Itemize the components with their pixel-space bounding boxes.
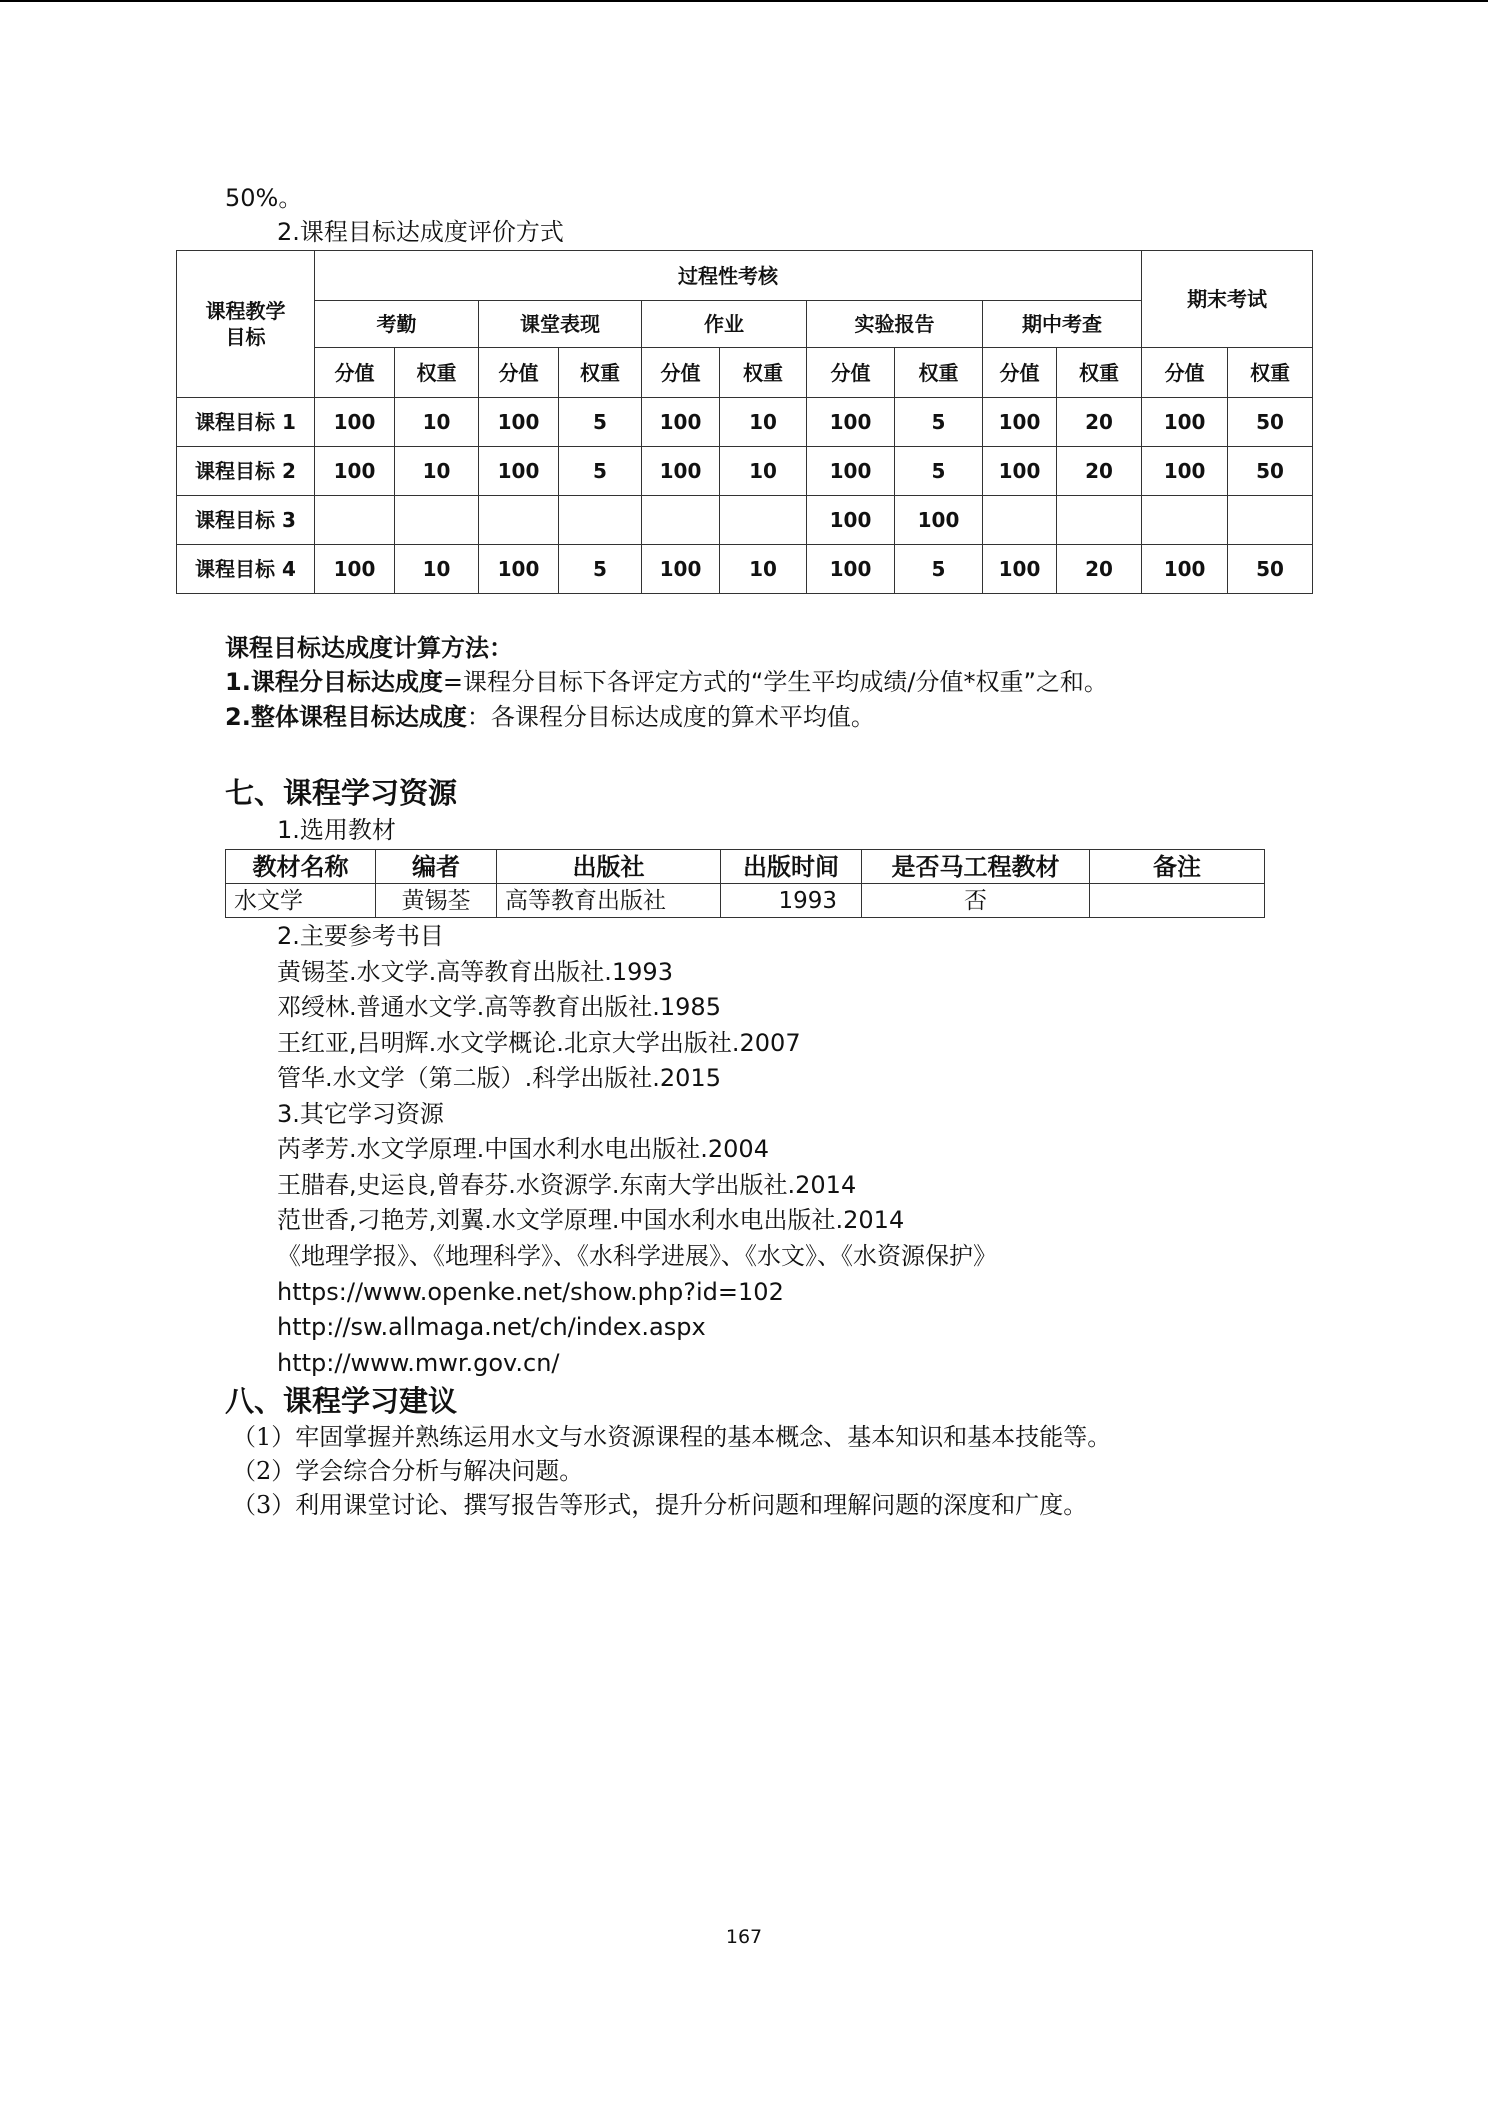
row-target: 课程目标 2 — [177, 447, 315, 496]
cell: 100 — [1142, 545, 1228, 594]
header-score: 分值 — [642, 348, 720, 398]
header-weight: 权重 — [1057, 348, 1142, 398]
cell: 100 — [642, 447, 720, 496]
advice-item: （2）学会综合分析与解决问题。 — [232, 1457, 584, 1485]
row-target: 课程目标 4 — [177, 545, 315, 594]
header-weight: 权重 — [1228, 348, 1313, 398]
header-process: 过程性考核 — [315, 251, 1142, 301]
table-row — [177, 545, 1313, 594]
resource-item: 范世香,刁艳芳,刘翼.水文学原理.中国水利水电出版社.2014 — [277, 1206, 905, 1234]
other-resources-heading: 3.其它学习资源 — [277, 1100, 444, 1128]
cell: 100 — [983, 447, 1057, 496]
advice-item: （3）利用课堂讨论、撰写报告等形式，提升分析问题和理解问题的深度和广度。 — [232, 1491, 1088, 1519]
textbook-table — [225, 849, 1265, 918]
cell — [315, 496, 395, 545]
cell: 10 — [395, 545, 479, 594]
header-cell: 编者 — [376, 850, 497, 884]
cell: 100 — [983, 545, 1057, 594]
cell — [983, 496, 1057, 545]
cell: 100 — [642, 545, 720, 594]
cell: 50 — [1228, 447, 1313, 496]
evaluation-table — [176, 250, 1313, 594]
header-course-target: 课程教学目标 — [177, 251, 315, 398]
cell — [479, 496, 559, 545]
cell: 水文学 — [226, 884, 376, 918]
header-group: 作业 — [642, 301, 807, 348]
cell: 100 — [315, 447, 395, 496]
cell: 100 — [315, 545, 395, 594]
cell: 100 — [479, 545, 559, 594]
cell: 100 — [895, 496, 983, 545]
reference-item: 黄锡荃.水文学.高等教育出版社.1993 — [277, 958, 673, 986]
cell — [1142, 496, 1228, 545]
header-cell: 教材名称 — [226, 850, 376, 884]
cell: 100 — [807, 447, 895, 496]
cell: 1993 — [721, 884, 862, 918]
header-score: 分值 — [1142, 348, 1228, 398]
eval-heading: 2.课程目标达成度评价方式 — [277, 218, 564, 246]
header-score: 分值 — [983, 348, 1057, 398]
cell: 50 — [1228, 398, 1313, 447]
cell: 50 — [1228, 545, 1313, 594]
cell — [559, 496, 642, 545]
advice-item: （1）牢固掌握并熟练运用水文与水资源课程的基本概念、基本知识和基本技能等。 — [232, 1423, 1112, 1451]
cell: 100 — [642, 398, 720, 447]
cell: 100 — [479, 398, 559, 447]
cell: 5 — [559, 447, 642, 496]
header-group: 考勤 — [315, 301, 479, 348]
calc-title: 课程目标达成度计算方法： — [225, 634, 513, 662]
section-7-title: 七、课程学习资源 — [225, 776, 458, 810]
cell: 5 — [559, 398, 642, 447]
cell: 20 — [1057, 545, 1142, 594]
header-final-exam: 期末考试 — [1142, 251, 1313, 348]
cell — [1228, 496, 1313, 545]
row-target: 课程目标 3 — [177, 496, 315, 545]
resource-item: 《地理学报》、《地理科学》、《水科学进展》、《水文》、《水资源保护》 — [277, 1242, 997, 1270]
cell: 10 — [395, 398, 479, 447]
header-weight: 权重 — [895, 348, 983, 398]
cell: 10 — [720, 447, 807, 496]
header-weight: 权重 — [720, 348, 807, 398]
cell: 5 — [895, 398, 983, 447]
header-group: 课堂表现 — [479, 301, 642, 348]
textbook-heading: 1.选用教材 — [277, 816, 396, 844]
table-header-row — [226, 850, 1265, 884]
table-row — [177, 398, 1313, 447]
calc-line-2-label: 2.整体课程目标达成度 — [225, 703, 467, 731]
cell — [720, 496, 807, 545]
cell — [642, 496, 720, 545]
cell: 20 — [1057, 447, 1142, 496]
reference-item: 王红亚,吕明辉.水文学概论.北京大学出版社.2007 — [277, 1029, 801, 1057]
calc-line-1-label: 1.课程分目标达成度 — [225, 668, 443, 696]
cell: 5 — [559, 545, 642, 594]
header-cell: 出版社 — [497, 850, 721, 884]
cell: 高等教育出版社 — [497, 884, 721, 918]
cell: 10 — [720, 545, 807, 594]
cell: 100 — [1142, 447, 1228, 496]
resource-item: 芮孝芳.水文学原理.中国水利水电出版社.2004 — [277, 1135, 769, 1163]
header-weight: 权重 — [559, 348, 642, 398]
cell: 20 — [1057, 398, 1142, 447]
table-row — [226, 884, 1265, 918]
cell: 100 — [315, 398, 395, 447]
resource-link: https://www.openke.net/show.php?id=102 — [277, 1278, 784, 1306]
cell — [395, 496, 479, 545]
cell: 10 — [720, 398, 807, 447]
cell: 100 — [983, 398, 1057, 447]
references-heading: 2.主要参考书目 — [277, 922, 444, 950]
header-cell: 备注 — [1090, 850, 1265, 884]
calc-line-2 — [225, 701, 875, 733]
cell — [1057, 496, 1142, 545]
table-row — [177, 496, 1313, 545]
cell: 10 — [395, 447, 479, 496]
cell: 黄锡荃 — [376, 884, 497, 918]
header-score: 分值 — [807, 348, 895, 398]
cell: 100 — [807, 496, 895, 545]
continued-text: 50%。 — [225, 184, 303, 212]
cell: 5 — [895, 447, 983, 496]
calc-line-1-text: =课程分目标下各评定方式的“学生平均成绩/分值*权重”之和。 — [442, 668, 1108, 696]
table-row — [177, 447, 1313, 496]
top-border — [0, 0, 1488, 2]
cell: 100 — [807, 398, 895, 447]
header-cell: 是否马工程教材 — [862, 850, 1090, 884]
header-score: 分值 — [315, 348, 395, 398]
cell: 100 — [1142, 398, 1228, 447]
cell: 100 — [807, 545, 895, 594]
resource-link: http://www.mwr.gov.cn/ — [277, 1349, 560, 1377]
cell — [1090, 884, 1265, 918]
calc-line-2-text: ：各课程分目标达成度的算术平均值。 — [466, 703, 875, 731]
page-number: 167 — [725, 1926, 763, 1948]
resource-item: 王腊春,史运良,曾春芬.水资源学.东南大学出版社.2014 — [277, 1171, 857, 1199]
reference-item: 管华.水文学（第二版）.科学出版社.2015 — [277, 1064, 721, 1092]
reference-item: 邓绶林.普通水文学.高等教育出版社.1985 — [277, 993, 721, 1021]
cell: 5 — [895, 545, 983, 594]
header-weight: 权重 — [395, 348, 479, 398]
header-group: 实验报告 — [807, 301, 983, 348]
row-target: 课程目标 1 — [177, 398, 315, 447]
header-group: 期中考查 — [983, 301, 1142, 348]
cell: 否 — [862, 884, 1090, 918]
header-score: 分值 — [479, 348, 559, 398]
calc-line-1 — [225, 666, 1108, 698]
section-8-title: 八、课程学习建议 — [225, 1384, 458, 1418]
header-cell: 出版时间 — [721, 850, 862, 884]
cell: 100 — [479, 447, 559, 496]
resource-link: http://sw.allmaga.net/ch/index.aspx — [277, 1313, 706, 1341]
